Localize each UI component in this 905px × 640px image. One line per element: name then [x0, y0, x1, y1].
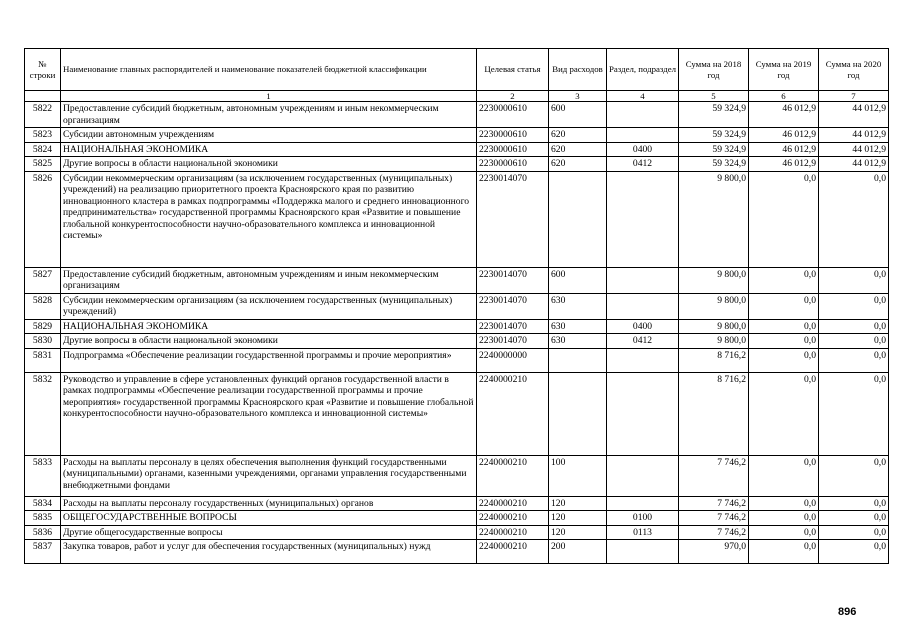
row-name: Расходы на выплаты персоналу государственных (муниципальных) органов [61, 496, 477, 511]
row-sum-2019: 0,0 [749, 348, 819, 372]
row-sum-2019: 0,0 [749, 372, 819, 455]
row-number: 5835 [25, 511, 61, 526]
row-target-code: 2240000210 [477, 511, 549, 526]
row-name: Предоставление субсидий бюджетным, автономным учреждениям и иным некоммерческим организациям [61, 102, 477, 128]
row-name: Другие вопросы в области национальной экономики [61, 334, 477, 349]
row-name: Закупка товаров, работ и услуг для обеспечения государственных (муниципальных) нужд [61, 540, 477, 564]
table-row [25, 540, 889, 564]
row-target-code: 2230014070 [477, 171, 549, 267]
column-number: 4 [607, 91, 679, 102]
table-row [25, 455, 889, 496]
row-section [607, 128, 679, 143]
row-section [607, 372, 679, 455]
row-number: 5836 [25, 525, 61, 540]
row-expense-type: 600 [549, 102, 607, 128]
table-row [25, 267, 889, 293]
row-sum-2018: 9 800,0 [679, 267, 749, 293]
row-expense-type: 120 [549, 496, 607, 511]
row-target-code: 2240000210 [477, 455, 549, 496]
row-name: Предоставление субсидий бюджетным, автономным учреждениям и иным некоммерческим организациям [61, 267, 477, 293]
header-sum-2020: Сумма на 2020 год [819, 49, 889, 91]
row-sum-2018: 8 716,2 [679, 348, 749, 372]
row-number: 5825 [25, 157, 61, 172]
table-row [25, 102, 889, 128]
row-section: 0400 [607, 142, 679, 157]
row-section: 0100 [607, 511, 679, 526]
row-expense-type: 620 [549, 128, 607, 143]
row-name: Другие вопросы в области национальной экономики [61, 157, 477, 172]
row-section: 0412 [607, 157, 679, 172]
header-section: Раздел, подраздел [607, 49, 679, 91]
row-section [607, 348, 679, 372]
row-sum-2018: 970,0 [679, 540, 749, 564]
row-sum-2018: 9 800,0 [679, 334, 749, 349]
row-expense-type: 620 [549, 142, 607, 157]
header-name: Наименование главных распорядителей и наименование показателей бюджетной классификации [61, 49, 477, 91]
row-number: 5833 [25, 455, 61, 496]
row-sum-2018: 59 324,9 [679, 128, 749, 143]
row-sum-2018: 9 800,0 [679, 171, 749, 267]
row-sum-2019: 0,0 [749, 496, 819, 511]
row-number: 5829 [25, 319, 61, 334]
row-sum-2020: 0,0 [819, 540, 889, 564]
row-name: Руководство и управление в сфере установленных функций органов государственной власти в рамках подпрограммы «Обеспечение реализации государственной программы и прочие мероприятия» государственной программы Красноярского края «Развитие и повышение глобальной конкурентоспособности научно-образовательного комплекса и инновационной системы» [61, 372, 477, 455]
row-expense-type: 600 [549, 267, 607, 293]
row-expense-type: 630 [549, 293, 607, 319]
row-name: Субсидии некоммерческим организациям (за исключением государственных (муниципальных) учреждений) [61, 293, 477, 319]
table-row [25, 372, 889, 455]
table-row [25, 293, 889, 319]
row-sum-2019: 46 012,9 [749, 157, 819, 172]
row-expense-type: 630 [549, 319, 607, 334]
row-sum-2018: 59 324,9 [679, 102, 749, 128]
row-name: Субсидии некоммерческим организациям (за исключением государственных (муниципальных) учреждений) на реализацию приоритетного проекта Красноярского края по развитию инновационного кластера в рамках подпрограммы «Поддержка малого и среднего инновационного предпринимательства» государственной программы Красноярского края «Развитие и повышение глобальной конкурентоспособности научно-образовательного комплекса и инновационной системы» [61, 171, 477, 267]
table-row [25, 142, 889, 157]
row-number: 5832 [25, 372, 61, 455]
row-section: 0400 [607, 319, 679, 334]
row-section: 0113 [607, 525, 679, 540]
row-target-code: 2240000210 [477, 496, 549, 511]
row-name: Подпрограмма «Обеспечение реализации государственной программы и прочие мероприятия» [61, 348, 477, 372]
row-name: ОБЩЕГОСУДАРСТВЕННЫЕ ВОПРОСЫ [61, 511, 477, 526]
row-sum-2018: 9 800,0 [679, 293, 749, 319]
row-sum-2019: 0,0 [749, 455, 819, 496]
row-section [607, 540, 679, 564]
row-sum-2020: 0,0 [819, 525, 889, 540]
header-row-no: № строки [25, 49, 61, 91]
row-section [607, 455, 679, 496]
row-number: 5834 [25, 496, 61, 511]
row-section [607, 267, 679, 293]
row-section [607, 171, 679, 267]
row-sum-2020: 0,0 [819, 348, 889, 372]
row-sum-2018: 7 746,2 [679, 496, 749, 511]
row-name: НАЦИОНАЛЬНАЯ ЭКОНОМИКА [61, 319, 477, 334]
row-target-code: 2230000610 [477, 128, 549, 143]
table-row [25, 157, 889, 172]
row-number: 5824 [25, 142, 61, 157]
row-number: 5837 [25, 540, 61, 564]
table-header-row [25, 49, 889, 91]
column-number: 7 [819, 91, 889, 102]
row-sum-2020: 44 012,9 [819, 102, 889, 128]
row-sum-2020: 0,0 [819, 372, 889, 455]
row-sum-2020: 0,0 [819, 171, 889, 267]
row-number: 5830 [25, 334, 61, 349]
row-section: 0412 [607, 334, 679, 349]
row-sum-2020: 0,0 [819, 496, 889, 511]
header-target: Целевая статья [477, 49, 549, 91]
row-sum-2020: 44 012,9 [819, 128, 889, 143]
header-expense-type: Вид расходов [549, 49, 607, 91]
row-sum-2020: 44 012,9 [819, 142, 889, 157]
table-row [25, 525, 889, 540]
row-sum-2020: 0,0 [819, 267, 889, 293]
row-target-code: 2240000210 [477, 525, 549, 540]
page-number: 896 [838, 606, 857, 618]
row-expense-type: 630 [549, 334, 607, 349]
row-sum-2019: 46 012,9 [749, 102, 819, 128]
row-sum-2019: 46 012,9 [749, 128, 819, 143]
column-number-row [25, 91, 889, 102]
row-target-code: 2230014070 [477, 319, 549, 334]
table-row [25, 128, 889, 143]
row-target-code: 2240000210 [477, 372, 549, 455]
row-expense-type: 620 [549, 157, 607, 172]
column-number: 5 [679, 91, 749, 102]
row-sum-2018: 7 746,2 [679, 455, 749, 496]
row-sum-2020: 0,0 [819, 293, 889, 319]
row-sum-2018: 59 324,9 [679, 157, 749, 172]
row-expense-type: 100 [549, 455, 607, 496]
row-expense-type [549, 372, 607, 455]
row-name: НАЦИОНАЛЬНАЯ ЭКОНОМИКА [61, 142, 477, 157]
row-number: 5828 [25, 293, 61, 319]
table-row [25, 511, 889, 526]
row-number: 5827 [25, 267, 61, 293]
row-sum-2018: 8 716,2 [679, 372, 749, 455]
row-expense-type: 200 [549, 540, 607, 564]
header-sum-2019: Сумма на 2019 год [749, 49, 819, 91]
table-row [25, 334, 889, 349]
row-sum-2020: 0,0 [819, 334, 889, 349]
row-section [607, 102, 679, 128]
row-name: Другие общегосударственные вопросы [61, 525, 477, 540]
column-number: 3 [549, 91, 607, 102]
row-sum-2020: 0,0 [819, 511, 889, 526]
row-target-code: 2230014070 [477, 267, 549, 293]
row-sum-2018: 7 746,2 [679, 525, 749, 540]
row-target-code: 2230000610 [477, 102, 549, 128]
row-target-code: 2240000000 [477, 348, 549, 372]
row-section [607, 293, 679, 319]
row-expense-type: 120 [549, 511, 607, 526]
column-number: 2 [477, 91, 549, 102]
row-target-code: 2230000610 [477, 157, 549, 172]
table-row [25, 496, 889, 511]
row-sum-2018: 9 800,0 [679, 319, 749, 334]
row-name: Расходы на выплаты персоналу в целях обеспечения выполнения функций государственными (муниципальными) органами, казенными учреждениями, органами управления государственными внебюджетными фондами [61, 455, 477, 496]
row-sum-2019: 0,0 [749, 334, 819, 349]
table-row [25, 319, 889, 334]
row-sum-2018: 7 746,2 [679, 511, 749, 526]
row-expense-type [549, 171, 607, 267]
column-number: 1 [61, 91, 477, 102]
row-sum-2019: 0,0 [749, 293, 819, 319]
row-sum-2019: 46 012,9 [749, 142, 819, 157]
table-row [25, 348, 889, 372]
row-target-code: 2230014070 [477, 334, 549, 349]
row-sum-2020: 0,0 [819, 319, 889, 334]
row-name: Субсидии автономным учреждениям [61, 128, 477, 143]
row-sum-2019: 0,0 [749, 525, 819, 540]
row-sum-2020: 44 012,9 [819, 157, 889, 172]
row-number: 5831 [25, 348, 61, 372]
row-sum-2019: 0,0 [749, 511, 819, 526]
row-expense-type [549, 348, 607, 372]
row-expense-type: 120 [549, 525, 607, 540]
row-sum-2020: 0,0 [819, 455, 889, 496]
row-target-code: 2230000610 [477, 142, 549, 157]
row-number: 5823 [25, 128, 61, 143]
row-sum-2018: 59 324,9 [679, 142, 749, 157]
table-body [25, 102, 889, 564]
row-sum-2019: 0,0 [749, 267, 819, 293]
row-sum-2019: 0,0 [749, 171, 819, 267]
row-sum-2019: 0,0 [749, 540, 819, 564]
row-sum-2019: 0,0 [749, 319, 819, 334]
row-number: 5822 [25, 102, 61, 128]
column-number-blank [25, 91, 61, 102]
header-sum-2018: Сумма на 2018 год [679, 49, 749, 91]
table-row [25, 171, 889, 267]
column-number: 6 [749, 91, 819, 102]
row-target-code: 2240000210 [477, 540, 549, 564]
row-number: 5826 [25, 171, 61, 267]
budget-table [24, 48, 889, 564]
row-target-code: 2230014070 [477, 293, 549, 319]
row-section [607, 496, 679, 511]
